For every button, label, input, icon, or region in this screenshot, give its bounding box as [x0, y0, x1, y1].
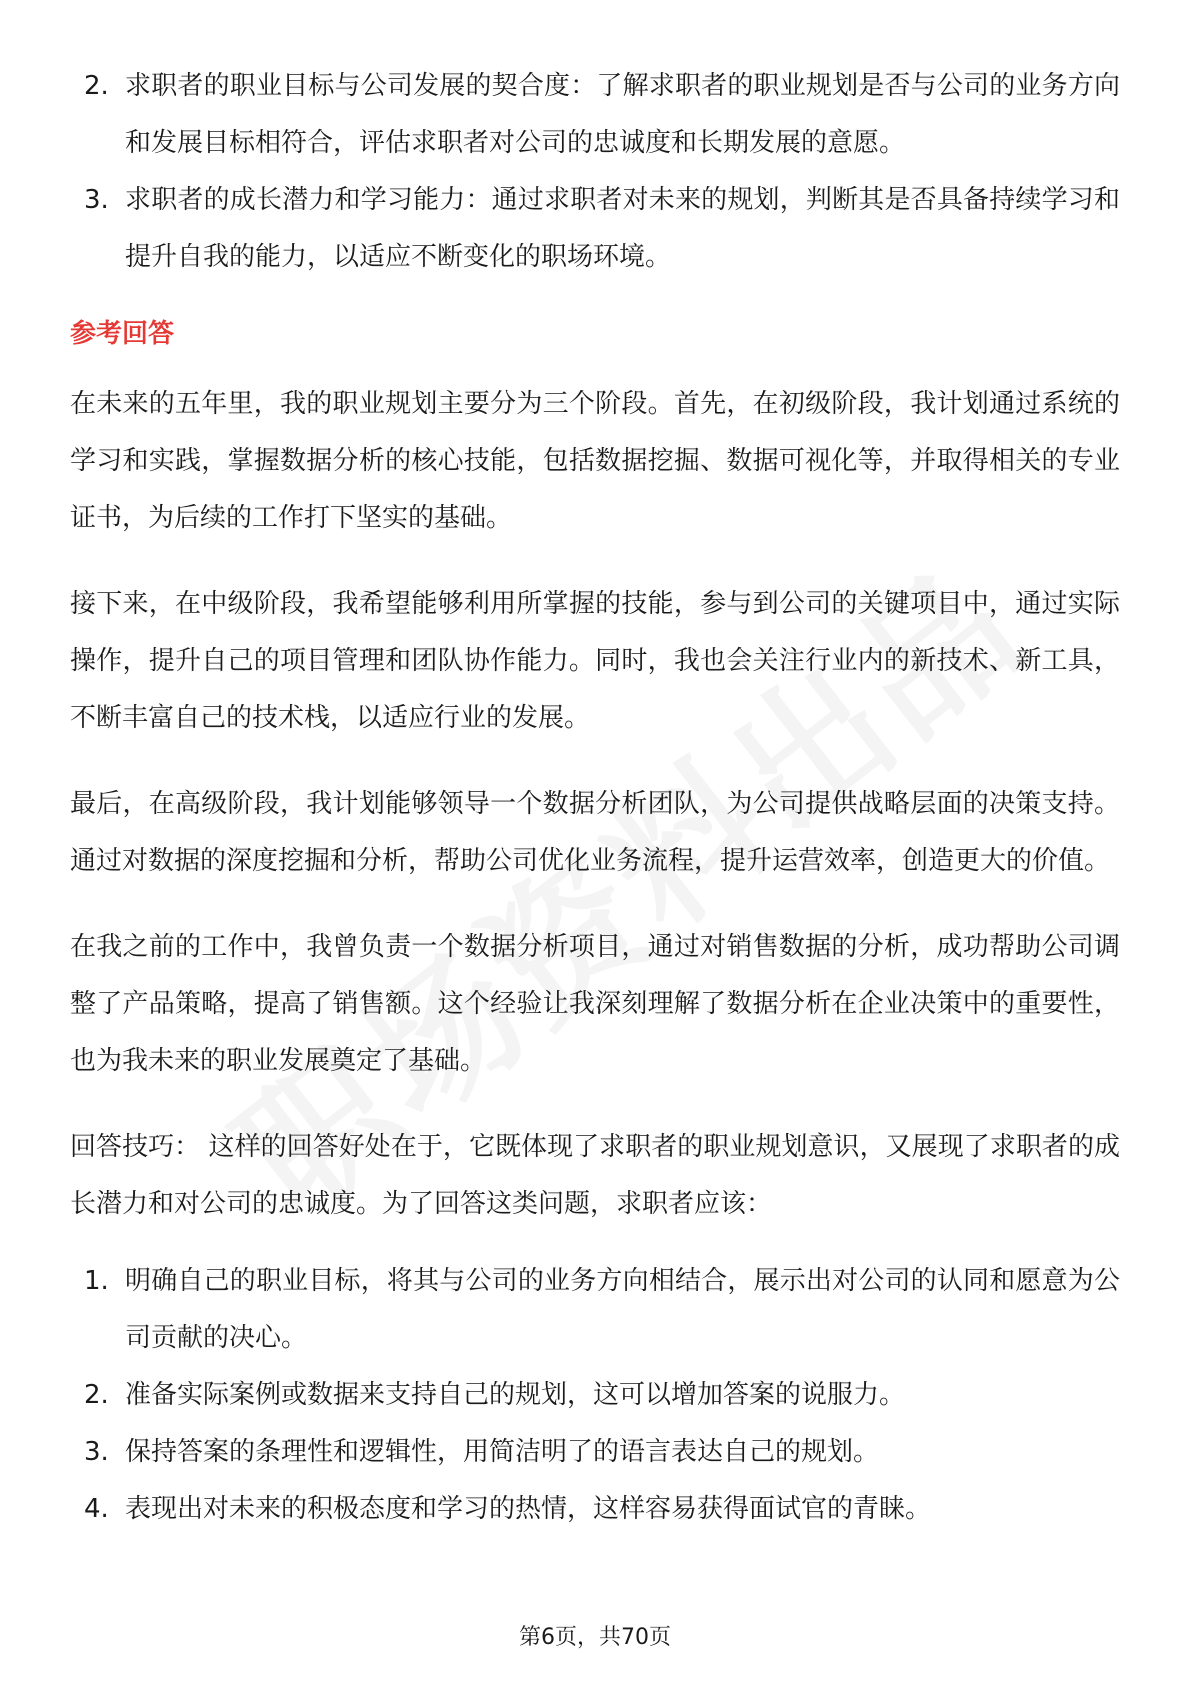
answer-paragraph: 在我之前的工作中，我曾负责一个数据分析项目，通过对销售数据的分析，成功帮助公司调整了产品策略，提高了销售额。这个经验让我深刻理解了数据分析在企业决策中的重要性，也为我未来的职业发展奠定了基础。 — [70, 932, 1120, 1076]
answer-paragraph: 接下来，在中级阶段，我希望能够利用所掌握的技能，参与到公司的关键项目中，通过实际操作，提升自己的项目管理和团队协作能力。同时，我也会关注行业内的新技术、新工具，不断丰富自己的技术栈，以适应行业的发展。 — [70, 589, 1120, 733]
page-footer: 第6页，共70页 — [519, 1625, 671, 1650]
page-content — [70, 58, 1120, 1538]
section-heading: 参考回答 — [70, 319, 175, 349]
list-item — [70, 1253, 1120, 1367]
list-number: 4. — [84, 1494, 109, 1524]
list-text: 求职者的成长潜力和学习能力：通过求职者对未来的规划，判断其是否具备持续学习和提升自我的能力，以适应不断变化的职场环境。 — [125, 185, 1120, 272]
list-text: 准备实际案例或数据来支持自己的规划，这可以增加答案的说服力。 — [125, 1380, 906, 1410]
list-text: 表现出对未来的积极态度和学习的热情，这样容易获得面试官的青睐。 — [125, 1494, 932, 1524]
list-text: 求职者的职业目标与公司发展的契合度：了解求职者的职业规划是否与公司的业务方向和发展目标相符合，评估求职者对公司的忠诚度和长期发展的意愿。 — [125, 71, 1120, 158]
list-number: 2. — [84, 1380, 109, 1410]
list-item — [70, 1424, 1120, 1481]
criteria-list — [70, 58, 1120, 286]
list-text: 保持答案的条理性和逻辑性，用简洁明了的语言表达自己的规划。 — [125, 1437, 880, 1467]
list-number: 1. — [84, 1266, 109, 1296]
list-text: 明确自己的职业目标，将其与公司的业务方向相结合，展示出对公司的认同和愿意为公司贡献的决心。 — [125, 1266, 1120, 1353]
list-item — [70, 1367, 1120, 1424]
list-number: 2. — [84, 71, 109, 101]
list-item — [70, 1481, 1120, 1538]
tips-paragraph: 回答技巧： 这样的回答好处在于，它既体现了求职者的职业规划意识，又展现了求职者的成长潜力和对公司的忠诚度。为了回答这类问题，求职者应该： — [70, 1132, 1120, 1219]
list-number: 3. — [84, 1437, 109, 1467]
list-item — [70, 172, 1120, 286]
list-item — [70, 58, 1120, 172]
tips-list — [70, 1253, 1120, 1538]
answer-paragraph: 最后，在高级阶段，我计划能够领导一个数据分析团队，为公司提供战略层面的决策支持。通过对数据的深度挖掘和分析，帮助公司优化业务流程，提升运营效率，创造更大的价值。 — [70, 789, 1120, 876]
list-number: 3. — [84, 185, 109, 215]
answer-paragraph: 在未来的五年里，我的职业规划主要分为三个阶段。首先，在初级阶段，我计划通过系统的学习和实践，掌握数据分析的核心技能，包括数据挖掘、数据可视化等，并取得相关的专业证书，为后续的工作打下坚实的基础。 — [70, 389, 1120, 533]
